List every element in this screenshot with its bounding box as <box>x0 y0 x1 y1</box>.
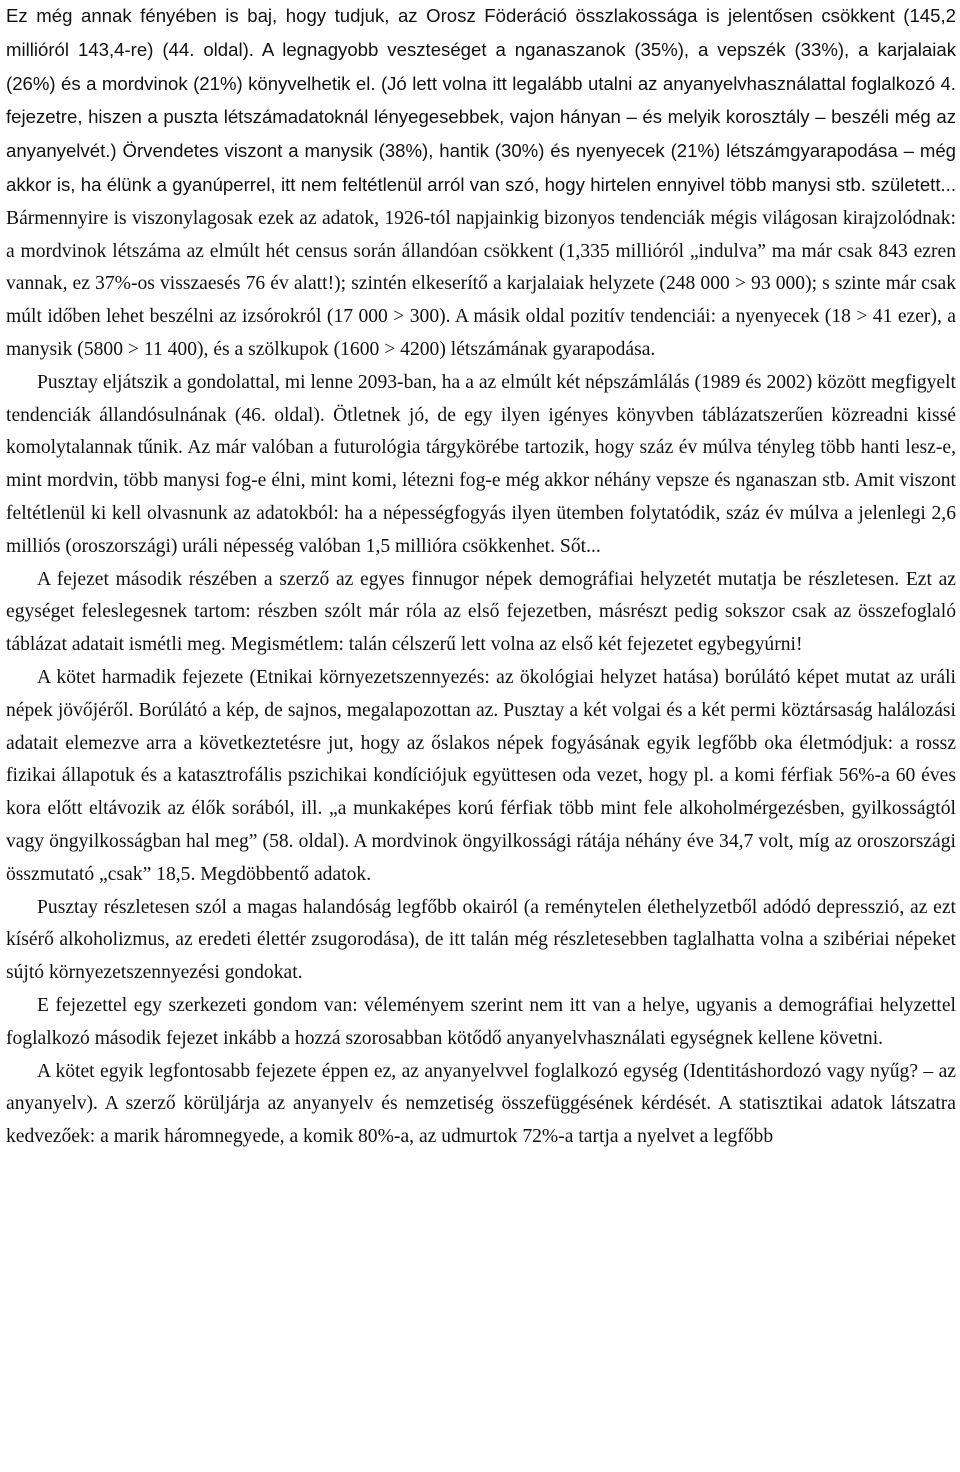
text-segment: Ez még annak fényében is baj, hogy tudjuk, az Orosz Föderáció összlakossága is jelentősen csökkent (145,2 millióról 143,4-re) (44. oldal). A legnagyobb veszteséget a nganaszanok (35%), a vepszék (33%), a karjalaiak (26%) és a mordvinok (21%) könyvelhetik el. <box>6 5 956 94</box>
text-segment: Pusztay eljátszik a gondolattal, mi lenne 2093-ban, ha a az elmúlt két népszámlálás (1989 és 2002) között megfigyelt tendenciák állandósulnának (46. oldal). Ötletnek jó, de egy ilyen igényes könyvben táblázatszerűen közreadni kissé komolytalannak tűnik. Az már valóban a futurológia tárgykörébe tartozik, hogy száz év múlva tényleg több hanti lesz-e, mint mordvin, több manysi fog-e élni, mint komi, létezni fog-e még akkor néhány vepsze és nganaszan stb. Amit viszont feltétlenül ki kell olvasnunk az adatokból: ha a népességfogyás ilyen ütemben folytatódik, száz év múlva a jelenlegi 2,6 milliós (oroszországi) uráli népesség valóban 1,5 millióra csökkenhet. Sőt... <box>6 371 956 557</box>
paragraph <box>6 367 956 564</box>
text-segment: Bármennyire is viszonylagosak ezek az adatok, 1926-tól napjainkig bizonyos tendenciák mégis világosan kirajzolódnak: a mordvinok létszáma az elmúlt hét census során állandóan csökkent (1,335 millióról „indulva” ma már csak 843 ezren vannak, ez 37%-os visszaesés 76 év alatt!); szintén elkeserítő a karjalaiak helyzete (248 000 > 93 000); s szinte már csak múlt időben lehet beszélni az izsórokról (17 000 > 300). A másik oldal pozitív tendenciái: a nyenyecek (18 > 41 ezer), a manysik (5800 > 11 400), és a szölkupok (1600 > 4200) létszámának gyarapodása. <box>6 207 956 360</box>
paragraph <box>6 892 956 990</box>
paragraph <box>6 662 956 892</box>
paragraph <box>6 1056 956 1154</box>
document-page <box>6 0 956 1154</box>
text-segment: A kötet harmadik fejezete (Etnikai környezetszennyezés: az ökológiai helyzet hatása) borúlátó képet mutat az uráli népek jövőjéről. Borúlátó a kép, de sajnos, megalapozottan az. Pusztay a két volgai és a két permi köztársaság halálozási adatait elemezve arra a következtetésre jut, hogy az őslakos népek fogyásának egyik legfőbb oka életmódjuk: a rossz fizikai állapotuk és a katasztrofális pszichikai kondíciójuk együttesen oda vezet, hogy pl. a komi férfiak 56%-a 60 éves kora előtt eltávozik az élők sorából, ill. „a munkaképes korú férfiak több mint fele alkoholmérgezésben, gyilkosságtól vagy öngyilkosságban hal meg” (58. oldal). A mordvinok öngyilkossági rátája néhány éve 34,7 volt, míg az oroszországi összmutató „csak” 18,5. Megdöbbentő adatok. <box>6 666 956 885</box>
text-segment: E fejezettel egy szerkezeti gondom van: véleményem szerint nem itt van a helye, ugyanis a demográfiai helyzettel foglalkozó második fejezet inkább a hozzá szorosabban kötődő anyanyelvhasználati egységnek kellene követni. <box>6 994 956 1049</box>
paragraph <box>6 564 956 662</box>
text-segment: A kötet egyik legfontosabb fejezete éppen ez, az anyanyelvvel foglalkozó egység (Identitáshordozó vagy nyűg? – az anyanyelv). A szerző körüljárja az anyanyelv és nemzetiség összefüggésének kérdését. A statisztikai adatok látszatra kedvezőek: a marik háromnegyede, a komik 80%-a, az udmurtok 72%-a tartja a nyelvet a legfőbb <box>6 1060 956 1148</box>
text-segment: A fejezet második részében a szerző az egyes finnugor népek demográfiai helyzetét mutatja be részletesen. Ezt az egységet feleslegesnek tartom: részben szólt már róla az első fejezetben, másrészt pedig sokszor csak az összefoglaló táblázat adatait ismétli meg. Megismétlem: talán célszerű lett volna az első két fejezetet egybegyúrni! <box>6 568 956 656</box>
paragraph <box>6 990 956 1056</box>
text-segment: (Jó lett volna itt legalább utalni az anyanyelvhasználattal foglalkozó 4. fejezetre, hiszen a puszta létszámadatoknál lényegesebbek, vajon hányan – és melyik korosztály – beszéli még az anyanyelvét.) Örvendetes viszont a manysik (38%), hantik (30%) és nyenyecek (21%) létszámgyarapodása – még akkor is, ha élünk a gyanúperrel, itt nem feltétlenül arról van szó, hogy hirtelen ennyivel több manysi stb. született... <box>6 72 956 195</box>
paragraph <box>6 0 956 367</box>
text-segment: Pusztay részletesen szól a magas halandóság legfőbb okairól (a reménytelen élethelyzetből adódó depresszió, az ezt kísérő alkoholizmus, az eredeti élettér zsugorodása), de itt talán még részletesebben taglalhatta volna a szibériai népeket sújtó környezetszennyezési gondokat. <box>6 896 956 984</box>
